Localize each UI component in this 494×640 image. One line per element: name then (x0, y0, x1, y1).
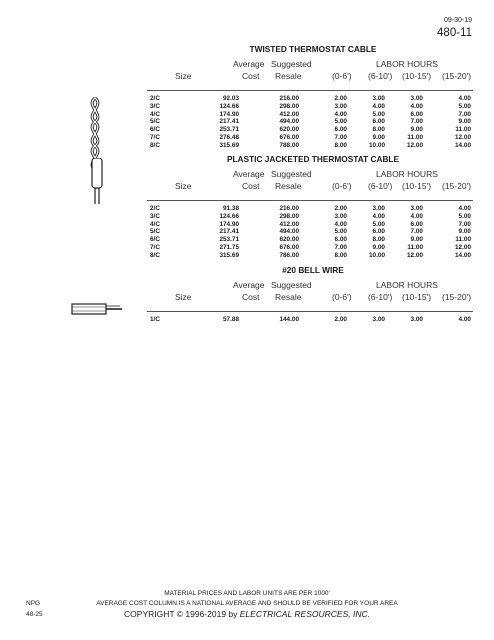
cell-labor-15-20: 4.00 (458, 95, 471, 102)
col-size: Size (175, 71, 192, 81)
cell-labor-0-6: 6.00 (334, 126, 347, 134)
col-range-2: (6-10') (368, 71, 393, 81)
cell-size: 2/C (150, 205, 160, 212)
footer-page: 48-25 (26, 611, 43, 618)
cell-average-cost: 174.90 (219, 220, 239, 228)
cell-suggested-resale: 144.00 (279, 316, 299, 323)
section-plastic-jacketed-thermostat-cable (147, 154, 473, 260)
cell-suggested-resale: 620.00 (279, 236, 299, 244)
cell-average-cost: 217.41 (219, 228, 239, 236)
col-range-2: (6-10') (368, 292, 393, 302)
cell-labor-10-15: 7.00 (410, 118, 423, 126)
cell-labor-15-20: 14.00 (455, 141, 471, 149)
table-row (147, 103, 473, 111)
copyright-company: ELECTRICAL RESOURCES, INC. (239, 609, 370, 619)
cell-size: 4/C (150, 220, 160, 228)
cell-labor-10-15: 12.00 (407, 141, 423, 149)
table-row (147, 213, 473, 221)
cell-labor-0-6: 5.00 (334, 118, 347, 126)
cell-labor-15-20: 7.00 (458, 220, 471, 228)
col-size: Size (175, 292, 192, 302)
cell-labor-15-20: 11.00 (455, 236, 471, 244)
cell-labor-6-10: 8.00 (372, 126, 385, 134)
col-labor-hours: LABOR HOURS (376, 280, 438, 290)
cell-labor-6-10: 6.00 (372, 118, 385, 126)
cell-labor-0-6: 7.00 (334, 133, 347, 141)
cell-labor-15-20: 4.00 (458, 205, 471, 212)
cell-size: 6/C (150, 236, 160, 244)
cell-labor-15-20: 4.00 (458, 316, 471, 323)
table-row (147, 134, 473, 142)
cell-average-cost: 315.69 (219, 141, 239, 149)
cell-labor-6-10: 4.00 (372, 102, 385, 110)
section-title: TWISTED THERMOSTAT CABLE (249, 44, 377, 54)
cell-average-cost: 315.69 (219, 251, 239, 259)
cell-labor-0-6: 7.00 (334, 243, 347, 251)
header-date: 09-30-19 (443, 17, 472, 24)
cell-size: 3/C (150, 212, 160, 220)
cell-suggested-resale: 216.00 (279, 205, 299, 212)
cell-size: 7/C (150, 133, 160, 141)
col-cost-bottom: Cost (242, 71, 260, 81)
cell-labor-6-10: 3.00 (372, 316, 385, 323)
table-row (147, 252, 473, 260)
col-resale-bottom: Resale (275, 181, 302, 191)
col-range-3: (10-15') (402, 292, 432, 302)
cell-labor-10-15: 12.00 (407, 251, 423, 259)
col-range-3: (10-15') (402, 71, 432, 81)
cell-labor-6-10: 10.00 (369, 141, 385, 149)
column-header (147, 56, 473, 90)
table-row (147, 118, 473, 126)
col-size: Size (175, 181, 192, 191)
cell-suggested-resale: 494.00 (279, 118, 299, 126)
cell-labor-15-20: 11.00 (455, 126, 471, 134)
table-row (147, 316, 473, 324)
cell-labor-6-10: 9.00 (372, 243, 385, 251)
cell-labor-10-15: 11.00 (407, 243, 423, 251)
cell-average-cost: 253.71 (219, 126, 239, 134)
col-labor-hours: LABOR HOURS (376, 59, 438, 69)
cell-suggested-resale: 412.00 (279, 110, 299, 118)
cell-labor-0-6: 2.00 (334, 316, 347, 323)
cell-average-cost: 57.88 (223, 316, 239, 323)
cell-labor-0-6: 4.00 (334, 220, 347, 228)
footer-note-1: MATERIAL PRICES AND LABOR UNITS ARE PER 1000' (164, 590, 330, 597)
cell-size: 6/C (150, 126, 160, 134)
cell-labor-0-6: 3.00 (334, 212, 347, 220)
cell-suggested-resale: 620.00 (279, 126, 299, 134)
column-header (147, 166, 473, 200)
section-twisted-thermostat-cable (147, 44, 473, 150)
cell-average-cost: 271.75 (219, 243, 239, 251)
cell-labor-10-15: 7.00 (410, 228, 423, 236)
table-row (147, 236, 473, 244)
cell-size: 5/C (150, 228, 160, 236)
col-range-4: (15-20') (442, 71, 472, 81)
table-row (147, 244, 473, 252)
cell-average-cost: 174.90 (219, 110, 239, 118)
col-range-2: (6-10') (368, 181, 393, 191)
cell-average-cost: 92.03 (223, 95, 239, 102)
cell-suggested-resale: 298.00 (279, 102, 299, 110)
cell-size: 2/C (150, 95, 160, 102)
table-body (147, 205, 473, 260)
section-title: #20 BELL WIRE (282, 265, 344, 275)
cell-labor-10-15: 4.00 (410, 212, 423, 220)
cell-labor-10-15: 11.00 (407, 133, 423, 141)
cell-size: 7/C (150, 243, 160, 251)
cell-average-cost: 253.71 (219, 236, 239, 244)
col-resale-top: Suggested (271, 59, 312, 69)
cell-suggested-resale: 412.00 (279, 220, 299, 228)
col-range-4: (15-20') (442, 292, 472, 302)
footer-note-2: AVERAGE COST COLUMN IS A NATIONAL AVERAGE AND SHOULD BE VERIFIED FOR YOUR AREA (96, 600, 398, 607)
col-resale-top: Suggested (271, 280, 312, 290)
cell-size: 8/C (150, 251, 160, 259)
cell-labor-6-10: 5.00 (372, 110, 385, 118)
cell-labor-0-6: 8.00 (334, 141, 347, 149)
cell-average-cost: 124.66 (219, 102, 239, 110)
cell-suggested-resale: 216.00 (279, 95, 299, 102)
cell-suggested-resale: 494.00 (279, 228, 299, 236)
table-body (147, 95, 473, 150)
col-range-1: (0-6') (332, 181, 352, 191)
cell-average-cost: 217.41 (219, 118, 239, 126)
col-range-3: (10-15') (402, 181, 432, 191)
cell-labor-0-6: 2.00 (334, 205, 347, 212)
copyright-prefix: COPYRIGHT © 1996-2019 by (124, 609, 240, 619)
col-resale-top: Suggested (271, 169, 312, 179)
col-cost-top: Average (233, 169, 265, 179)
section-title: PLASTIC JACKETED THERMOSTAT CABLE (226, 154, 400, 164)
cell-labor-15-20: 9.00 (458, 118, 471, 126)
cell-labor-10-15: 9.00 (410, 126, 423, 134)
cell-labor-0-6: 2.00 (334, 95, 347, 102)
cell-labor-6-10: 9.00 (372, 133, 385, 141)
cell-labor-15-20: 5.00 (458, 102, 471, 110)
header-rule (147, 200, 473, 201)
cell-labor-15-20: 14.00 (455, 251, 471, 259)
cell-labor-6-10: 5.00 (372, 220, 385, 228)
cell-size: 4/C (150, 110, 160, 118)
cell-labor-0-6: 8.00 (334, 251, 347, 259)
cell-labor-10-15: 3.00 (410, 95, 423, 102)
cell-labor-6-10: 6.00 (372, 228, 385, 236)
cell-labor-0-6: 6.00 (334, 236, 347, 244)
cell-labor-0-6: 3.00 (334, 102, 347, 110)
table-row (147, 228, 473, 236)
col-range-4: (15-20') (442, 181, 472, 191)
col-range-1: (0-6') (332, 71, 352, 81)
page-number: 480-11 (437, 27, 472, 39)
cell-labor-10-15: 4.00 (410, 102, 423, 110)
cell-suggested-resale: 786.00 (279, 251, 299, 259)
col-resale-bottom: Resale (275, 292, 302, 302)
col-range-1: (0-6') (332, 292, 352, 302)
table-row (147, 95, 473, 103)
cell-labor-0-6: 5.00 (334, 228, 347, 236)
col-cost-top: Average (233, 280, 265, 290)
cell-labor-15-20: 9.00 (458, 228, 471, 236)
cell-labor-10-15: 3.00 (410, 316, 423, 323)
col-cost-bottom: Cost (242, 292, 260, 302)
cell-size: 3/C (150, 102, 160, 110)
copyright (0, 609, 494, 619)
cell-labor-6-10: 3.00 (372, 205, 385, 212)
cell-suggested-resale: 676.00 (279, 133, 299, 141)
header-rule (147, 90, 473, 91)
cell-suggested-resale: 298.00 (279, 212, 299, 220)
bell-wire-illustration (70, 298, 126, 320)
col-cost-bottom: Cost (242, 181, 260, 191)
cell-labor-10-15: 6.00 (410, 220, 423, 228)
cell-labor-15-20: 12.00 (455, 133, 471, 141)
table-row (147, 142, 473, 150)
table-body (147, 316, 473, 324)
cell-labor-10-15: 6.00 (410, 110, 423, 118)
cell-labor-6-10: 8.00 (372, 236, 385, 244)
cell-labor-10-15: 3.00 (410, 205, 423, 212)
cell-size: 5/C (150, 118, 160, 126)
cell-size: 8/C (150, 141, 160, 149)
section-20-bell-wire (147, 265, 473, 324)
cell-average-cost: 124.66 (219, 212, 239, 220)
cell-suggested-resale: 788.00 (279, 141, 299, 149)
cell-size: 1/C (150, 316, 160, 323)
cell-labor-6-10: 10.00 (369, 251, 385, 259)
cell-labor-15-20: 7.00 (458, 110, 471, 118)
cell-average-cost: 91.38 (223, 205, 239, 212)
cell-suggested-resale: 676.00 (279, 243, 299, 251)
cell-average-cost: 276.48 (219, 133, 239, 141)
jacketed-cable-illustration (82, 158, 112, 206)
footer-code: NPG (26, 600, 41, 607)
header-rule (147, 311, 473, 312)
table-row (147, 126, 473, 134)
col-cost-top: Average (233, 59, 265, 69)
table-row (147, 221, 473, 229)
table-row (147, 111, 473, 119)
cell-labor-6-10: 4.00 (372, 212, 385, 220)
cell-labor-10-15: 9.00 (410, 236, 423, 244)
cell-labor-0-6: 4.00 (334, 110, 347, 118)
cell-labor-6-10: 3.00 (372, 95, 385, 102)
cell-labor-15-20: 5.00 (458, 212, 471, 220)
cell-labor-15-20: 12.00 (455, 243, 471, 251)
column-header (147, 277, 473, 311)
col-resale-bottom: Resale (275, 71, 302, 81)
col-labor-hours: LABOR HOURS (376, 169, 438, 179)
table-row (147, 205, 473, 213)
